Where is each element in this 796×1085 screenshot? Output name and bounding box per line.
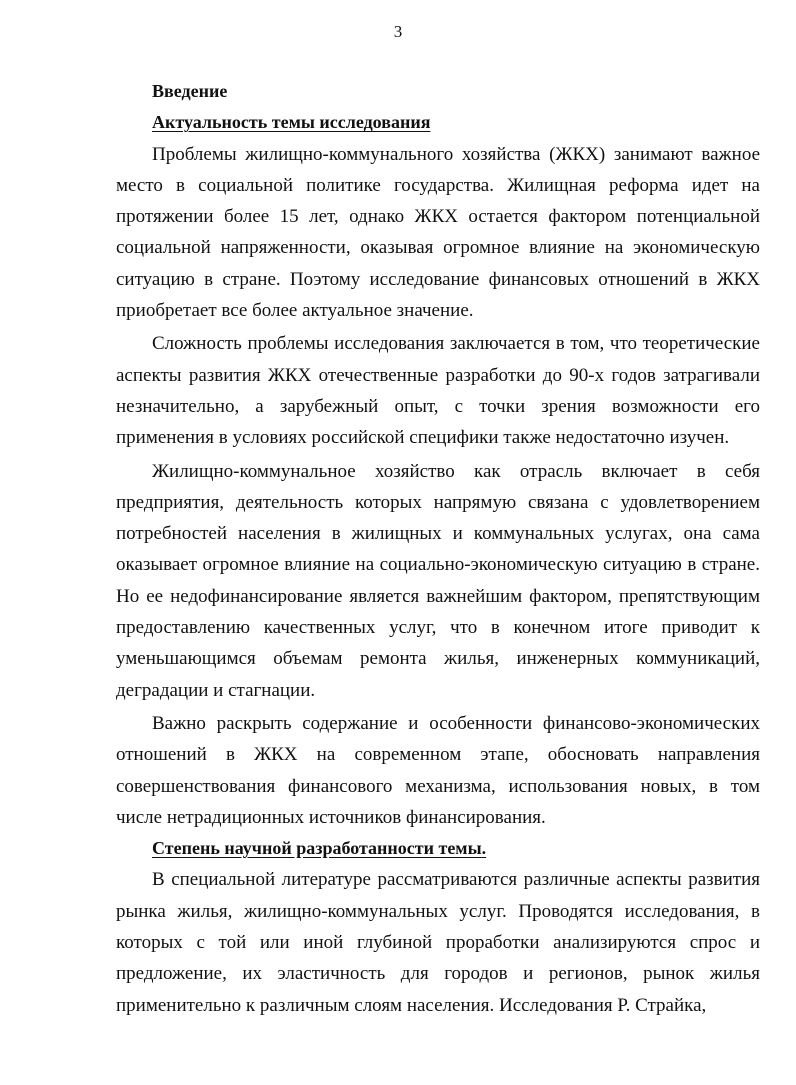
paragraph-relevance-1: Проблемы жилищно-коммунального хозяйства (ЖКХ) занимают важное место в социальной политике государства. Жилищная реформа идет на протяжении более 15 лет, однако ЖКХ остается фактором потенциальной социальной напряженности, оказывая огромное влияние на экономическую ситуацию в стране. Поэтому исследование финансовых отношений в ЖКХ приобретает все более актуальное значение. bbox=[116, 143, 760, 322]
paragraph-relevance-2: Сложность проблемы исследования заключается в том, что теоретические аспекты развития ЖКХ отечественные разработки до 90-х годов затрагивали незначительно, а зарубежный опыт, с точки зрения возможности его применения в условиях российской специфики также недостаточно изучен. bbox=[116, 333, 760, 449]
page-number: 3 bbox=[393, 22, 403, 41]
document-body bbox=[116, 76, 760, 1023]
paragraph-relevance-3: Жилищно-коммунальное хозяйство как отрасль включает в себя предприятия, деятельность которых напрямую связана с удовлетворением потребностей населения в жилищных и коммунальных услугах, она сама оказывает огромное влияние на социально-экономическую ситуацию в стране. Но ее недофинансирование является важнейшим фактором, препятствующим предоставлению качественных услуг, что в конечном итоге приводит к уменьшающимся объемам ремонта жилья, инженерных коммуникаций, деградации и стагнации. bbox=[116, 460, 760, 701]
paragraph-relevance-4: Важно раскрыть содержание и особенности финансово-экономических отношений в ЖКХ на современном этапе, обосновать направления совершенствования финансового механизма, использования новых, в том числе нетрадиционных источников финансирования. bbox=[116, 712, 760, 828]
section-title-development bbox=[116, 833, 760, 864]
section-title-development-punct: . bbox=[481, 838, 487, 859]
section-title-relevance-text: Актуальность темы исследования bbox=[152, 112, 431, 133]
paragraph-development-1: В специальной литературе рассматриваются различные аспекты развития рынка жилья, жилищно-коммунальных услуг. Проводятся исследования, в которых с той или иной глубиной проработки анализируются спрос и предложение, их эластичность для городов и регионов, рынок жилья применительно к различным слоям населения. Исследования Р. Страйка, bbox=[116, 869, 760, 1016]
section-title-development-text: Степень научной разработанности темы bbox=[152, 838, 482, 859]
section-title-relevance bbox=[116, 107, 760, 138]
section-title-intro: Введение bbox=[152, 81, 228, 101]
